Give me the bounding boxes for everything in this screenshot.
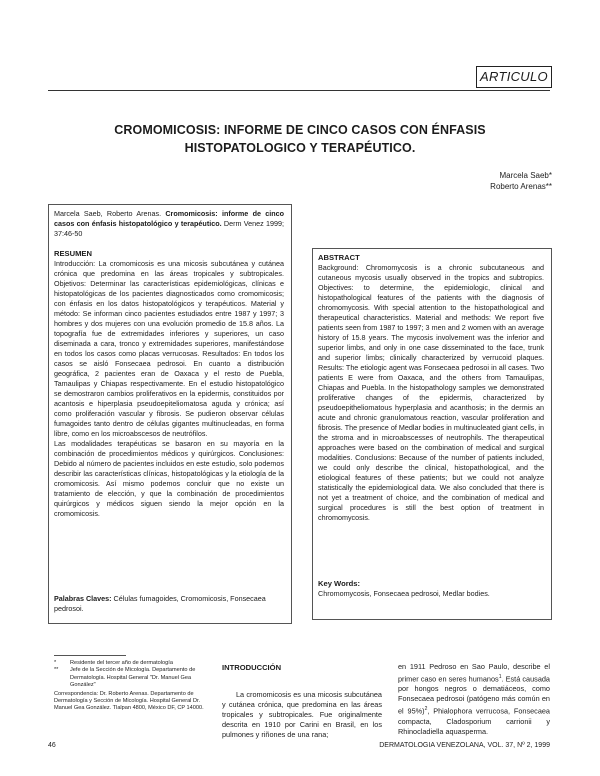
resumen-paragraph-2: Las modalidades terapéuticas se basaron en su mayoría en la combinación de procedimientos médicos y quirúrgicos. Conclusiones: Debido al número de pacientes incluidos en este estudio, solo podemos describir las características clínicas, histopatológicas y la etiología de la cromomicosis. Así mismo podemos concluir que no existe un tratamiento de elección, y que la combinación de procedimientos quirúrgicos y médicos siguen siendo la mejor opción en la cromomicosis. — [54, 439, 284, 518]
citation-authors: Marcela Saeb, Roberto Arenas. — [54, 209, 166, 218]
footnote-text-1: Residente del tercer año de dermatología — [70, 660, 173, 666]
author-2: Roberto Arenas** — [490, 182, 552, 191]
title-line-2: HISTOPATOLOGICO Y TERAPÉUTICO. — [184, 141, 416, 155]
section-label: ARTICULO — [476, 66, 552, 88]
right-text-c: , Phialophora verrucosa, Fonsecaea compacta, Cladosporium carrionii y Rhinocladiella aquasperma. — [398, 706, 550, 736]
palabras-text: Células fumagoides, Cromomicosis, Fonsecaea pedrosoi. — [54, 594, 266, 613]
abstract-heading: ABSTRACT — [318, 253, 360, 262]
intro-body: La cromomicosis es una micosis subcutánea y cutánea crónica, que predomina en las áreas tropicales y subtropicales. Fue originalmente descrita en 1910 por Carini en Brasil, en los pulmones y riñones de una rana; — [222, 690, 382, 739]
citation-sup-1: 1 — [498, 674, 502, 680]
palabras-claves — [54, 594, 284, 614]
footnote-1 — [54, 660, 204, 667]
author-1: Marcela Saeb* — [499, 171, 552, 180]
palabras-label: Palabras Claves: — [54, 594, 112, 603]
citation-title: Cromomicosis: informe de cinco casos con énfasis histopatológico y terapéutico. — [54, 209, 284, 228]
resumen-section — [54, 248, 284, 519]
abstract-text: Background: Chromomycosis is a chronic subcutaneous and cutaneous mycosis usually observed in the tropics and subtropics. Objectives: to determine, the epidemiologic, clinical and histopathological features of the patients with the diagnosis of chromomycosis. With special attention to the histopathological and therapeutical characteristics. Material and methods: We report five patients seen from 1987 to 1997; 3 men and 2 women with an average history of 15.8 years. The mycosis involvement was the inferior and superior limbs, and only in one case disseminated to the face, trunk and superior limbs; clinically characterized by verrucoid plaques. Results: The etiologic agent was Fonsecaea pedrosoi in all cases. Two patients E were from Oaxaca, and the others from Tamaulipas, Chiapas and Puebla. In the histopathology samples we demonstrated proliferative changes of the epidermis, characterized by pseudoepitheliomatous hyperplasia and acanthosis; in the dermis an acute and chronic granulomatous reaction, vascular proliferation and fibrosis. The presence of Medlar bodies in multinucleated giant cells, in the stroma and in microabscesses of neutrophils. The therapeutical approaches were based on the combination of medical and surgical modalities. Conclusions: Because of the number of patients included, we could only describe the clinical, histopathological, and the etiological features of these patients; but we could not analyze statistically the epidemiological data. We also concluded that there is not yet a treatment of choice, and the combination of medical and surgical procedures is still the best option of treatment in chromomycosis. — [318, 263, 544, 522]
citation — [54, 209, 284, 239]
keywords-label: Key Words: — [318, 579, 361, 588]
right-column-text — [398, 662, 550, 737]
journal-footer: DERMATOLOGIA VENEZOLANA, VOL. 37, Nº 2, 1999 — [379, 742, 550, 749]
footnote-mark-2: ** — [54, 667, 59, 674]
article-title — [60, 121, 540, 157]
citation-sup-2: 2 — [424, 706, 428, 713]
right-text-b: . Está causada por hongos negros o dematiáceos, como Fonsecaea pedrosoi (patógeno más común en el 95%) — [398, 674, 550, 716]
footnote-mark-1: * — [54, 660, 57, 666]
footnotes — [54, 660, 204, 713]
correspondence: Correspondencia: Dr. Roberto Arenas. Departamento de Dermatología y Sección de Micología. Hospital General Dr. Manuel Gea González. Tlalpan 4800, México DF, CP 14000. — [54, 690, 204, 712]
page-number: 46 — [48, 742, 56, 749]
resumen-paragraph-1: Introducción: La cromomicosis es una micosis subcutánea y cutánea crónica que predomina en las áreas tropicales y subtropicales. Objetivos: Determinar las características epidemiológicas, clínicas e histopatológicas de los pacientes diagnosticados como cromomicosis; con énfasis en los datos histopatológicos y terapéuticos. Material y método: Se informan cinco pacientes estudiados entre 1987 y 1997; 3 hombres y dos mujeres con una evolución promedio de 15.8 años. La topografía fue de extremidades inferiores y superiores, un caso diseminada a cara, tronco y extremidades superiores, manifestándose en todos los casos como placas verrucosas. Resultados: En todos los casos se aisló Fonsecaea pedrosoi. En cuanto a distribución geográfica, 2 pacientes eran de Oaxaca y el resto de Puebla, Tamaulipas y Chiapas respectivamente. En el estudio histopatológico se demostraron cambios proliferativos en la epidermis, constituidos por acantosis e hiperplasia pseudoepiteliomatosa aguda y crónica; así como proliferación vascular y fibrosis. Se pudieron observar células fumagoides tanto dentro de células gigantes multinucleadas, en forma libre, como en los microabscesos de neutrófilos. — [54, 259, 284, 438]
header-rule — [48, 90, 550, 91]
keywords-text: Chromomycosis, Fonsecaea pedrosoi, Medlar bodies. — [318, 589, 490, 598]
citation-journal: Derm Venez 1999; 37:46-50 — [54, 219, 285, 238]
keywords — [318, 578, 544, 599]
right-text-a: en 1911 Pedroso en Sao Paulo, describe el primer caso en seres humanos — [398, 662, 550, 684]
intro-heading: INTRODUCCIÓN — [222, 663, 282, 672]
footnote-rule — [54, 655, 126, 656]
abstract-section — [318, 252, 544, 523]
footnote-2 — [54, 667, 204, 689]
title-line-1: CROMOMICOSIS: INFORME DE CINCO CASOS CON ÉNFASIS — [114, 123, 486, 137]
intro-text — [222, 690, 382, 740]
footnote-text-2: Jefe de la Sección de Micología. Departamento de Dermatología. Hospital General "Dr. Manuel Gea González" — [70, 667, 196, 689]
resumen-heading: RESUMEN — [54, 249, 92, 258]
author-list — [490, 170, 552, 192]
